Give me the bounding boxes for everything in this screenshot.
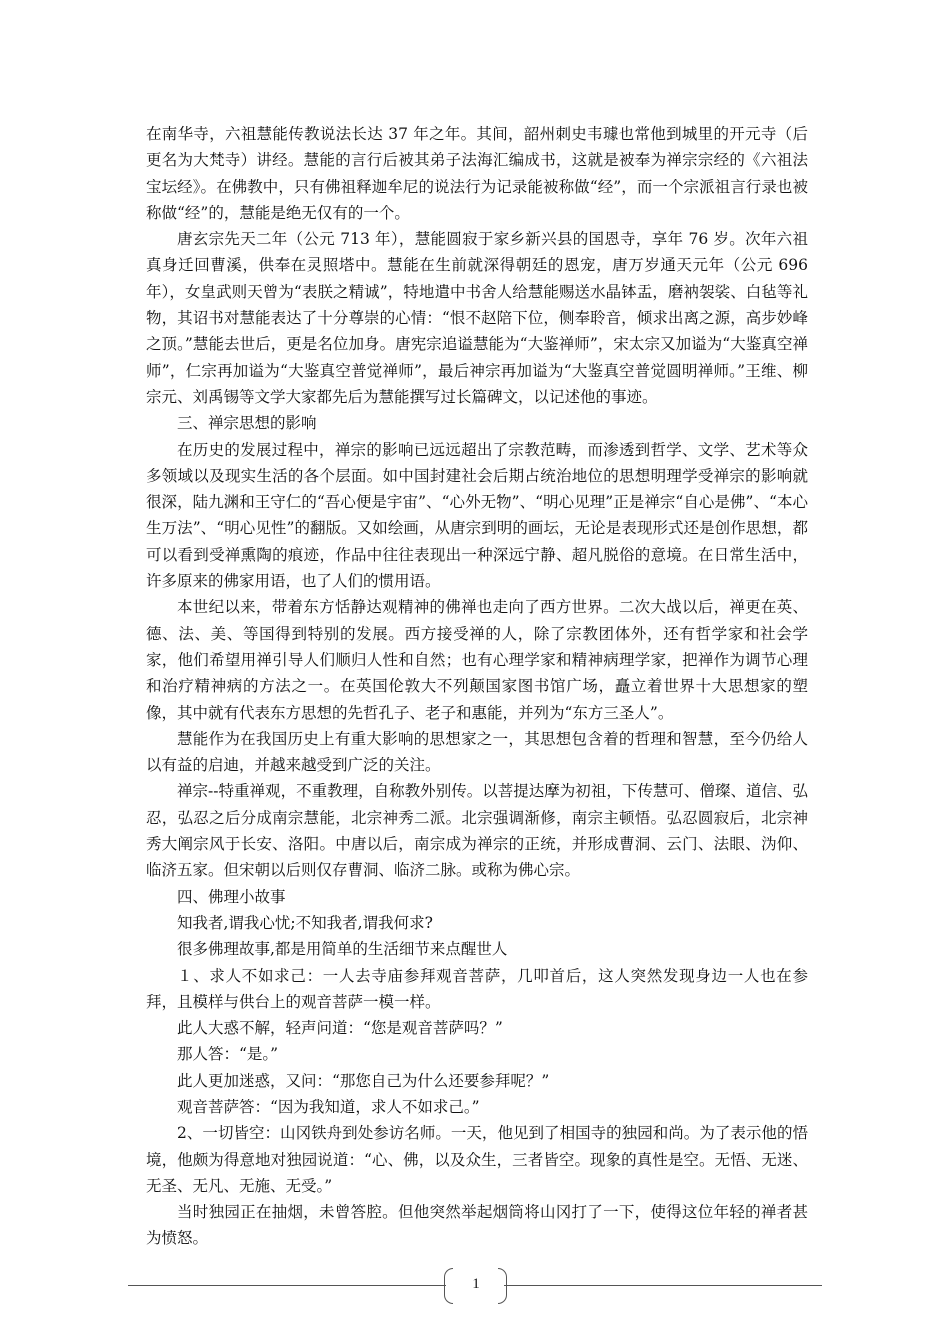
paragraph: 慧能作为在我国历史上有重大影响的思想家之一，其思想包含着的哲理和智慧，至今仍给人以有益的启迪，并越来越受到广泛的关注。 — [146, 729, 808, 775]
footer-bracket-right — [498, 1268, 507, 1304]
footer-rule-right — [504, 1285, 822, 1286]
paragraph: 在历史的发展过程中，禅宗的影响已远远超出了宗教范畴，而渗透到哲学、文学、艺术等众多领域以及现实生活的各个层面。如中国封建社会后期占统治地位的思想明理学受禅宗的影响就很深，陆九渊和王守仁的“吾心便是宇宙”、“心外无物”、“明心见理”正是禅宗“自心是佛”、“本心生万法”、“明心见性”的翻版。又如绘画，从唐宗到明的画坛，无论是表现形式还是创作思想，都可以看到受禅熏陶的痕迹，作品中往往表现出一种深远宁静、超凡脱俗的意境。在日常生活中，许多原来的佛家用语，也了人们的惯用语。 — [146, 440, 808, 591]
paragraph: 禅宗--特重禅观，不重教理，自称教外别传。以菩提达摩为初祖，下传慧可、僧璨、道信、弘忍，弘忍之后分成南宗慧能，北宗神秀二派。北宗强调渐修，南宗主顿悟。弘忍圆寂后，北宗神秀大阐宗风于长安、洛阳。中唐以后，南宗成为禅宗的正统，并形成曹洞、云门、法眼、沩仰、临济五家。但宋朝以后则仅存曹洞、临济二脉。或称为佛心宗。 — [146, 782, 808, 880]
paragraph: 唐玄宗先天二年（公元 713 年），慧能圆寂于家乡新兴县的国恩寺，享年 76 岁。次年六祖真身迁回曹溪，供奉在灵照塔中。慧能在生前就深得朝廷的恩宠，唐万岁通天元年（公元 696 年），女皇武则天曾为“表朕之精诚”，特地遣中书舍人给慧能赐送水晶钵盂，磨衲袈裟、白毡等礼物，其诏书对慧能表达了十分尊崇的心情：“恨不赵陪下位，侧奉聆音，倾求出离之源，高步妙峰之顶。”慧能去世后，更是名位加身。唐宪宗追谥慧能为“大鉴禅师”，宋太宗又加谥为“大鉴真空禅师”，仁宗再加谥为“大鉴真空普觉禅师”，最后神宗再加谥为“大鉴真空普觉圆明禅师。”王维、柳宗元、刘禹锡等文学大家都先后为慧能撰写过长篇碑文，以记述他的事迹。 — [146, 230, 808, 406]
paragraph: 此人更加迷惑，又问：“那您自己为什么还要参拜呢？” — [177, 1071, 550, 1090]
document-body — [146, 121, 808, 1252]
paragraph: 此人大惑不解，轻声问道：“您是观音菩萨吗？” — [177, 1019, 503, 1038]
paragraph: 在南华寺，六祖慧能传教说法长达 37 年之年。其间，韶州刺史韦璩也常他到城里的开元寺（后更名为大梵寺）讲经。慧能的言行后被其弟子法海汇编成书，这就是被奉为禅宗宗经的《六祖法宝坛经》。在佛教中，只有佛祖释迦牟尼的说法行为记录能被称做“经”，而一个宗派祖言行录也被称做“经”的，慧能是绝无仅有的一个。 — [146, 125, 808, 222]
paragraph: １、求人不如求己：一人去寺庙参拜观音菩萨，几叩首后，这人突然发现身边一人也在参拜，且模样与供台上的观音菩萨一模一样。 — [146, 966, 808, 1011]
paragraph: 本世纪以来，带着东方恬静达观精神的佛禅也走向了西方世界。二次大战以后，禅更在英、德、法、美、等国得到特别的发展。西方接受禅的人，除了宗教团体外，还有哲学家和社会学家，他们希望用禅引导人们顺归人性和自然；也有心理学家和精神病理学家，把禅作为调节心理和治疗精神病的方法之一。在英国伦敦大不列颠国家图书馆广场，矗立着世界十大思想家的塑像，其中就有代表东方思想的先哲孔子、老子和惠能，并列为“东方三圣人”。 — [146, 598, 808, 722]
paragraph: 知我者,谓我心忧;不知我者,谓我何求? — [177, 913, 433, 932]
page-footer — [128, 1266, 822, 1306]
paragraph: 很多佛理故事,都是用简单的生活细节来点醒世人 — [177, 940, 508, 959]
page-number: 1 — [472, 1276, 480, 1292]
paragraph: 四、佛理小故事 — [177, 887, 286, 906]
paragraph: 观音菩萨答：“因为我知道，求人不如求己。” — [177, 1097, 480, 1116]
paragraph: 当时独园正在抽烟，未曾答腔。但他突然举起烟筒将山冈打了一下，使得这位年轻的禅者甚为愤怒。 — [146, 1203, 808, 1248]
paragraph: 2、一切皆空：山冈铁舟到处参访名师。一天，他见到了相国寺的独园和尚。为了表示他的悟境，他颇为得意地对独园说道：“心、佛，以及众生，三者皆空。现象的真性是空。无悟、无迷、无圣、无凡、无施、无受。” — [146, 1124, 808, 1195]
paragraph: 那人答：“是。” — [177, 1045, 279, 1064]
paragraph: 三、禅宗思想的影响 — [177, 414, 317, 433]
footer-rule-left — [128, 1285, 446, 1286]
footer-bracket-left — [444, 1268, 453, 1304]
